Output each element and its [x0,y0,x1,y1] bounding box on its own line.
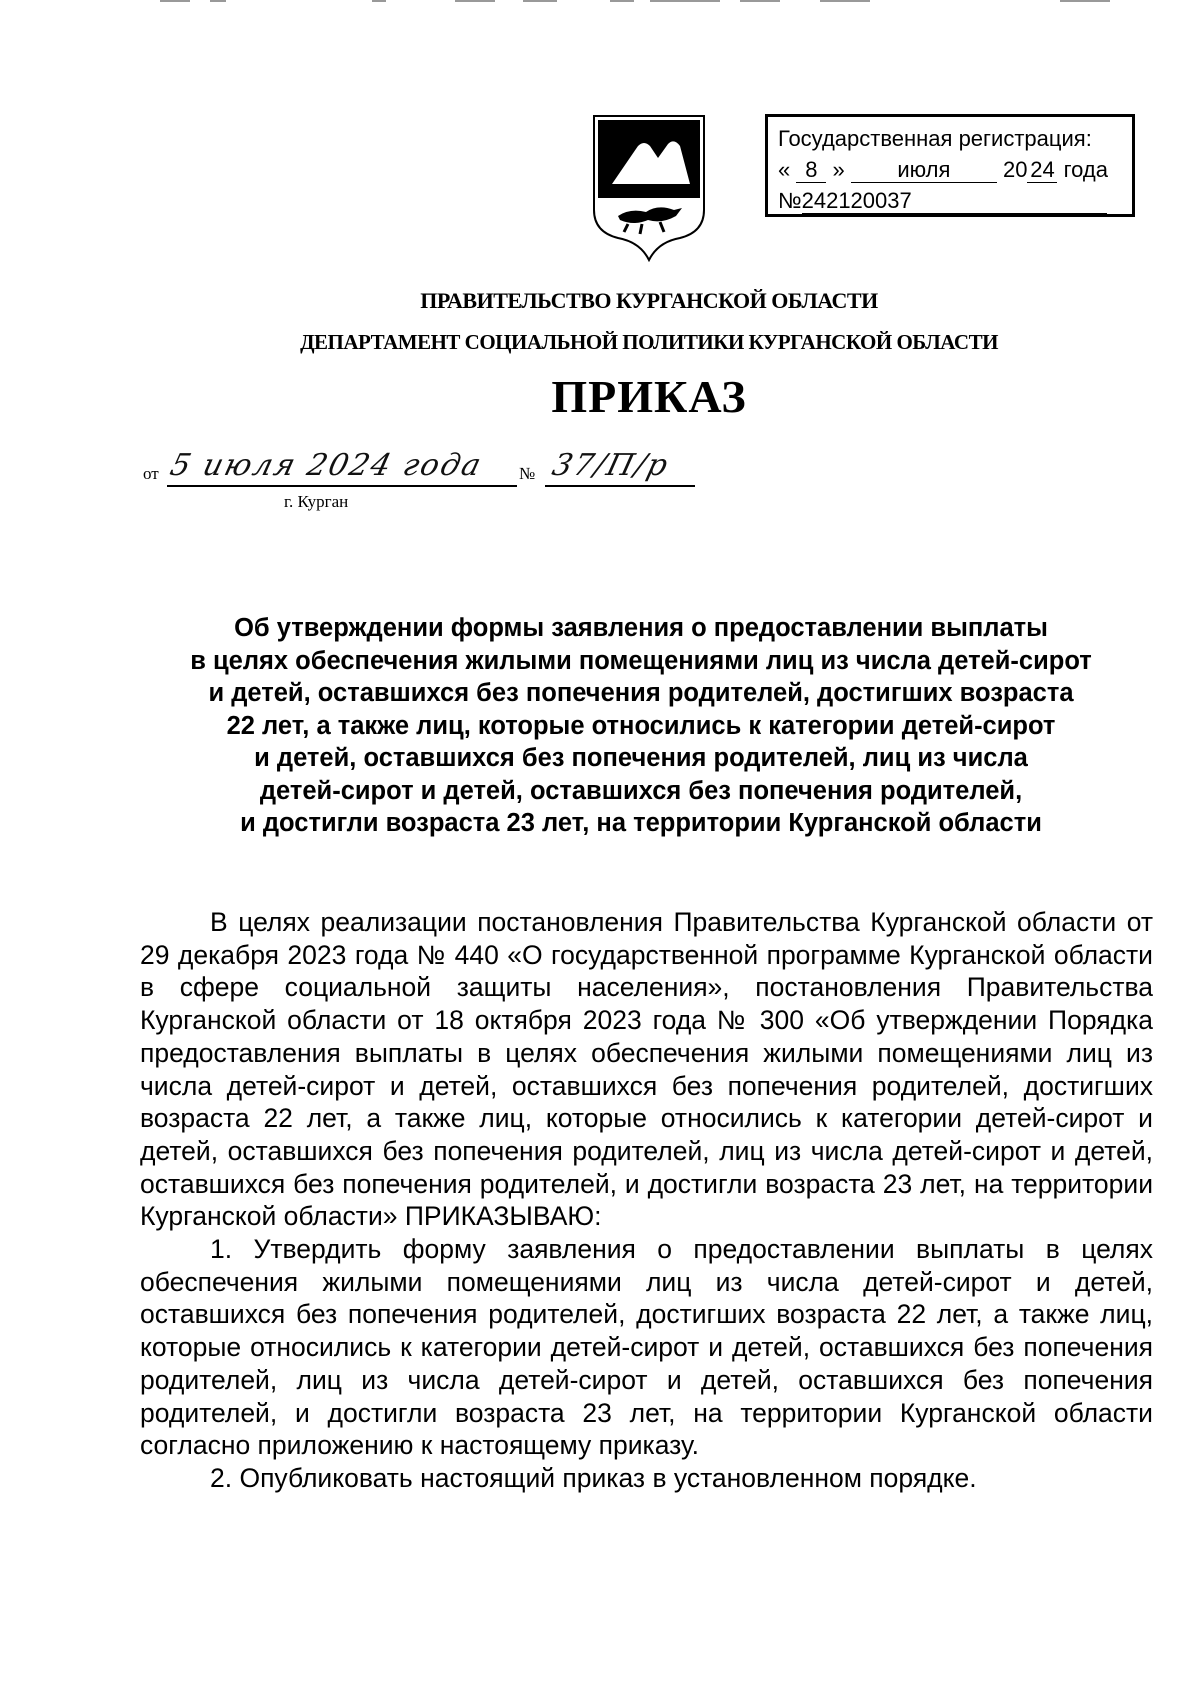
coat-of-arms-emblem [588,112,710,262]
registration-day-open: « [778,157,791,182]
title-line: 22 лет, а также лиц, которые относились к категории детей-сирот [226,711,1056,740]
title-line: детей-сирот и детей, оставшихся без попечения родителей, [259,776,1023,805]
registration-number-label: № [778,188,802,213]
city-name: г. Курган [284,492,349,511]
registration-stamp [765,114,1135,217]
registration-month: июля [851,158,997,183]
order-from-label: от [143,464,159,483]
title-line: и детей, оставшихся без попечения родителей, достигших возраста [208,679,1074,707]
title-line: в целях обеспечения жилыми помещениями лиц из числа детей-сирот [190,646,1092,675]
title-line: и детей, оставшихся без попечения родителей, лиц из числа [254,744,1028,772]
order-details-line [143,448,703,492]
registration-number: 242120037 [802,189,1107,214]
registration-year-prefix: 20 [1003,157,1028,182]
clause-2-paragraph: 2. Опубликовать настоящий приказ в установленном порядке. [210,1462,977,1493]
scan-noise [0,0,1200,6]
title-line: и достигли возраста 23 лет, на территории Курганской области [240,809,1042,837]
registration-heading: Государственная регистрация: [778,126,1092,151]
registration-year-word: года [1063,157,1108,182]
order-number-label: № [519,464,536,483]
registration-day-close: » [832,157,845,182]
order-date-handwritten: 5 июля 2024 года [166,448,487,483]
registration-day: 8 [796,158,826,183]
government-name: ПРАВИТЕЛЬСТВО КУРГАНСКОЙ ОБЛАСТИ [420,288,878,313]
order-title [130,612,1152,840]
title-line: Об утверждении формы заявления о предоставлении выплаты [234,614,1048,642]
order-number-handwritten: 37/П/р [548,448,674,483]
registration-year-suffix: 24 [1027,158,1057,183]
document-type-heading: ПРИКАЗ [551,371,747,422]
number-underline [545,485,695,487]
preamble-paragraph: В целях реализации постановления Правительства Курганской области от 29 декабря 2023 года № 440 «О государственной программе Курганской области в сфере социальной защиты населения», постановления Правительства Курганской области от 18 октября 2023 года № 300 «Об утверждении Порядка предоставления выплаты в целях обеспечения жилыми помещениями лиц из числа детей-сирот и детей, оставшихся без попечения родителей, достигших возраста 22 лет, а также лиц, которые относились к категории детей-сирот и детей, оставшихся без попечения родителей, лиц из числа детей-сирот и детей, оставшихся без попечения родителей, и достигли возраста 23 лет, на территории Курганской области» ПРИКАЗЫВАЮ: [140,907,1153,1232]
department-name: ДЕПАРТАМЕНТ СОЦИАЛЬНОЙ ПОЛИТИКИ КУРГАНСКОЙ ОБЛАСТИ [300,330,998,354]
date-underline [167,485,517,487]
clause-1-paragraph: 1. Утвердить форму заявления о предоставлении выплаты в целях обеспечения жилыми помещениями лиц из числа детей-сирот и детей, оставшихся без попечения родителей, достигших возраста 22 лет, а также лиц, которые относились к категории детей-сирот и детей, оставшихся без попечения родителей, лиц из числа детей-сирот и детей, оставшихся без попечения родителей, и достигли возраста 23 лет, на территории Курганской области согласно приложению к настоящему приказу. [140,1234,1153,1461]
order-body [140,906,1153,1495]
